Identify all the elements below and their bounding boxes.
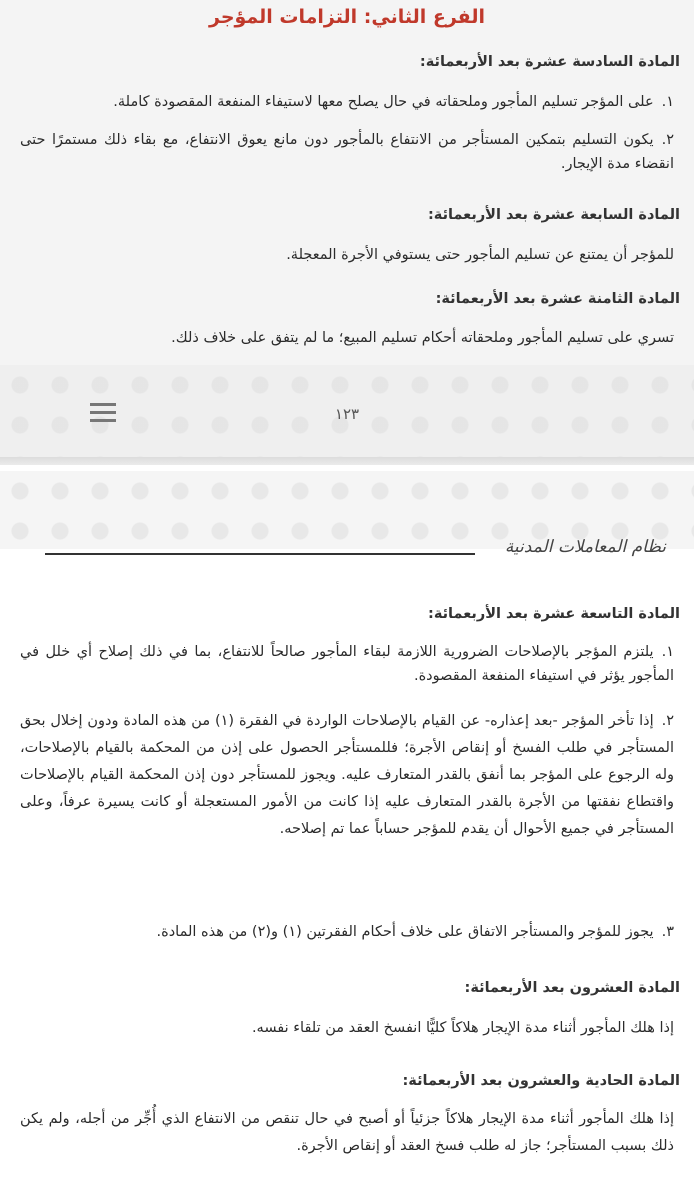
article-417-heading: المادة السابعة عشرة بعد الأربعمائة:: [427, 207, 680, 223]
article-416-para-2: ٢.يكون التسليم بتمكين المستأجر من الانتفاع بالمأجور دون مانع يعوق الانتفاع، مع بقاء ذلك مستمرًا حتى انقضاء مدة الإيجار.: [20, 132, 674, 172]
running-header: [45, 537, 694, 567]
header-rule: [45, 553, 475, 555]
article-418-heading: المادة الثامنة عشرة بعد الأربعمائة:: [435, 291, 680, 307]
book-title: نظام المعاملات المدنية: [504, 537, 666, 557]
article-420-para: إذا هلك المأجور أثناء مدة الإيجار هلاكاً كليًّا انفسخ العقد من تلقاء نفسه.: [251, 1020, 674, 1036]
article-416-heading: المادة السادسة عشرة بعد الأربعمائة:: [419, 54, 680, 70]
page-number: ١٢٣: [334, 405, 360, 423]
article-420-heading: المادة العشرون بعد الأربعمائة:: [464, 980, 680, 996]
article-416-para-1: ١.على المؤجر تسليم المأجور وملحقاته في حال يصلح معها لاستيفاء المنفعة المقصودة كاملة.: [113, 94, 674, 110]
article-421-para: إذا هلك المأجور أثناء مدة الإيجار هلاكاً جزئياً أو أصبح في حال تنقص من الانتفاع الذي أُجِّر من أجله، ولم يكن ذلك بسبب المستأجر؛ جاز له طلب فسخ العقد أو إنقاص الأجرة.: [20, 1111, 674, 1154]
article-418-para: تسري على تسليم المأجور وملحقاته أحكام تسليم المبيع؛ ما لم يتفق على خلاف ذلك.: [171, 330, 674, 346]
article-419-para-2: ٢.إذا تأخر المؤجر -بعد إعذاره- عن القيام بالإصلاحات الواردة في الفقرة (١) من هذه المادة ودون إخلال بحق المستأجر في طلب الفسخ أو إنقاص الأجرة؛ فللمستأجر الحصول على إذن من المحكمة بالقيام بالإصلاحات، وله الرجوع على المؤجر بما أنفق بالقدر المتعارف عليه. ويجوز للمستأجر دون إذن المحكمة القيام بالإصلاحات واقتطاع نفقتها من الأجرة بالقدر المتعارف عليه إذا كانت من الأمور المستعجلة أو كانت يسيرة عرفاً، وعلى المستأجر في جميع الأحوال أن يقدم للمؤجر حساباً عما تم إصلاحه.: [20, 713, 675, 837]
article-419-heading: المادة التاسعة عشرة بعد الأربعمائة:: [428, 606, 680, 622]
article-419-para-1: ١.يلتزم المؤجر بالإصلاحات الضرورية اللازمة لبقاء المأجور صالحاً للانتفاع، بما في ذلك إصلاح أي خلل في المأجور يؤثر في استيفاء المنفعة المقصودة.: [20, 644, 674, 684]
article-419-para-3: ٣.يجوز للمؤجر والمستأجر الاتفاق على خلاف أحكام الفقرتين (١) و(٢) من هذه المادة.: [156, 924, 674, 940]
chapter-title: الفرع الثاني: التزامات المؤجر: [209, 6, 485, 28]
article-417-para: للمؤجر أن يمتنع عن تسليم المأجور حتى يستوفي الأجرة المعجلة.: [286, 247, 674, 263]
article-421-heading: المادة الحادية والعشرون بعد الأربعمائة:: [402, 1073, 680, 1089]
